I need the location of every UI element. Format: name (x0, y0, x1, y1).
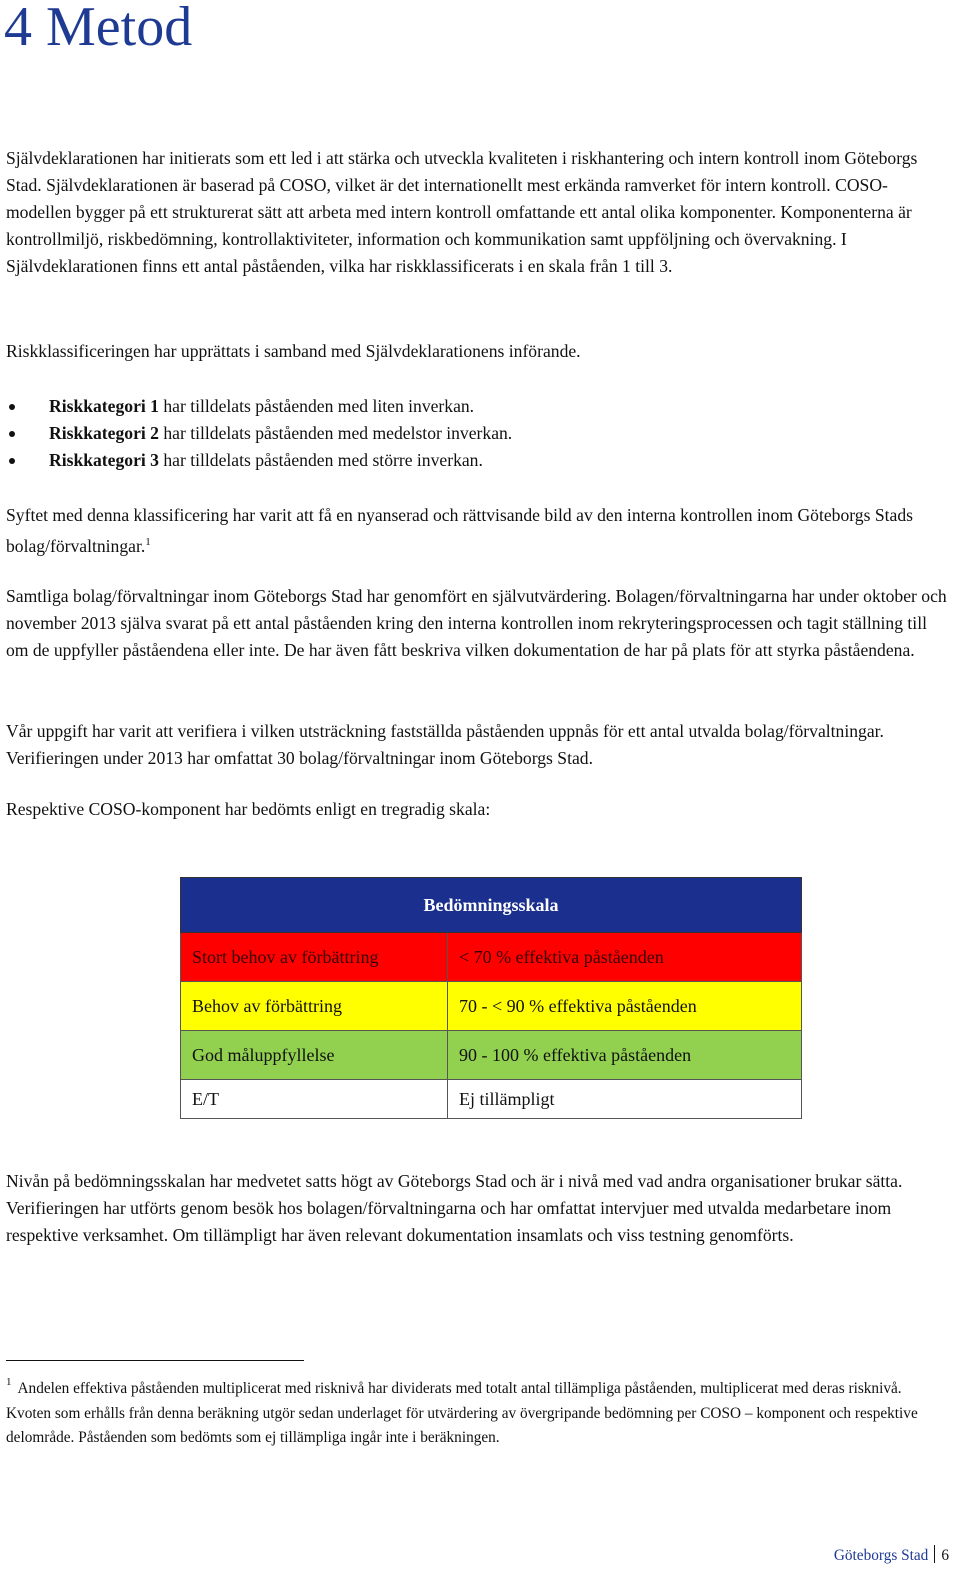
risk-category-label: Riskkategori 1 (49, 396, 159, 416)
list-item (6, 447, 512, 474)
table-row (181, 1080, 802, 1119)
footnote-reference[interactable]: 1 (145, 536, 151, 548)
table-header-row (181, 878, 802, 933)
risk-classification-paragraph: Riskklassificeringen har upprättats i samband med Självdeklarationens införande. (6, 341, 581, 361)
section-heading: 4 Metod (4, 0, 193, 58)
footer-org-name: Göteborgs Stad (833, 1547, 929, 1564)
footnote-number: 1 (6, 1376, 12, 1388)
table-row (181, 933, 802, 982)
scale-intro-paragraph: Respektive COSO-komponent har bedömts enligt en tregradig skala: (6, 799, 491, 819)
risk-category-label: Riskkategori 3 (49, 450, 159, 470)
footer-divider (934, 1545, 935, 1563)
bullet-icon (9, 404, 15, 410)
footnote (6, 1370, 936, 1451)
risk-category-text: har tilldelats påståenden med medelstor inverkan. (158, 423, 513, 443)
page-number: 6 (941, 1547, 949, 1564)
assessment-scale-table (180, 877, 802, 1119)
purpose-paragraph (6, 502, 950, 560)
intro-paragraph: Självdeklarationen har initierats som ett led i att stärka och utveckla kvaliteten i riskhantering och intern kontroll inom Göteborgs Stad. Självdeklarationen är baserad på COSO, vilket är det internationellt mest erkända ramverket för intern kontroll. COSO-modellen bygger på ett strukturerat sätt att arbeta med intern kontroll omfattande ett antal olika komponenter. Komponenterna är kontrollmiljö, riskbedömning, kontrollaktiviteter, information och kommunikation samt uppföljning och övervakning. I Självdeklarationen finns ett antal påståenden, vilka har riskklassificerats i en skala från 1 till 3. (6, 148, 918, 276)
list-item (6, 393, 512, 420)
page-footer (834, 1545, 949, 1566)
scale-level-label: God måluppfyllelse (181, 1031, 448, 1080)
level-paragraph: Nivån på bedömningsskalan har medvetet satts högt av Göteborgs Stad och är i nivå med vad andra organisationer brukar sätta. Verifieringen har utförts genom besök hos bolagen/förvaltningarna och har omfattat intervjuer med utvalda medarbetare inom respektive verksamhet. Om tillämpligt har även relevant dokumentation insamlats och viss testning genomförts. (6, 1171, 903, 1245)
table-row (181, 1031, 802, 1080)
footnote-divider (6, 1360, 304, 1361)
risk-category-label: Riskkategori 2 (49, 423, 159, 443)
verification-paragraph: Vår uppgift har varit att verifiera i vilken utsträckning fastställda påståenden uppnås för ett antal utvalda bolag/förvaltningar. Verifieringen under 2013 har omfattat 30 bolag/förvaltningar inom Göteborgs Stad. (6, 721, 884, 768)
table-row (181, 982, 802, 1031)
scale-level-value: < 70 % effektiva påståenden (448, 933, 802, 982)
scale-level-value: 90 - 100 % effektiva påståenden (448, 1031, 802, 1080)
risk-category-text: har tilldelats påståenden med större inverkan. (158, 450, 483, 470)
bullet-icon (9, 431, 15, 437)
purpose-text: Syftet med denna klassificering har varit att få en nyanserad och rättvisande bild av den interna kontrollen inom Göteborgs Stads bolag/förvaltningar. (6, 505, 913, 556)
scale-level-label: E/T (181, 1080, 448, 1119)
scale-level-label: Behov av förbättring (181, 982, 448, 1031)
risk-category-text: har tilldelats påståenden med liten inverkan. (158, 396, 475, 416)
bullet-icon (9, 458, 15, 464)
self-evaluation-paragraph: Samtliga bolag/förvaltningar inom Göteborgs Stad har genomfört en självutvärdering. Bolagen/förvaltningarna har under oktober och november 2013 själva svarat på ett antal påståenden kring den interna kontrollen inom rekryteringsprocessen och tagit ställning till om de uppfyller påståendena eller inte. De har även fått beskriva vilken dokumentation de har på plats för att styrka påståendena. (6, 586, 947, 660)
table-title: Bedömningsskala (181, 878, 802, 933)
scale-level-value: Ej tillämpligt (448, 1080, 802, 1119)
footnote-text: Andelen effektiva påståenden multiplicerat med risknivå har dividerats med totalt antal tillämpliga påståenden, multiplicerat med deras risknivå. Kvoten som erhålls från denna beräkning utgör sedan underlaget för utvärdering av övergripande bedömning per COSO – komponent och respektive delområde. Påståenden som bedömts som ej tillämpliga ingår inte i beräkningen. (6, 1380, 918, 1446)
scale-level-value: 70 - < 90 % effektiva påståenden (448, 982, 802, 1031)
risk-category-list (6, 393, 512, 474)
list-item (6, 420, 512, 447)
scale-level-label: Stort behov av förbättring (181, 933, 448, 982)
